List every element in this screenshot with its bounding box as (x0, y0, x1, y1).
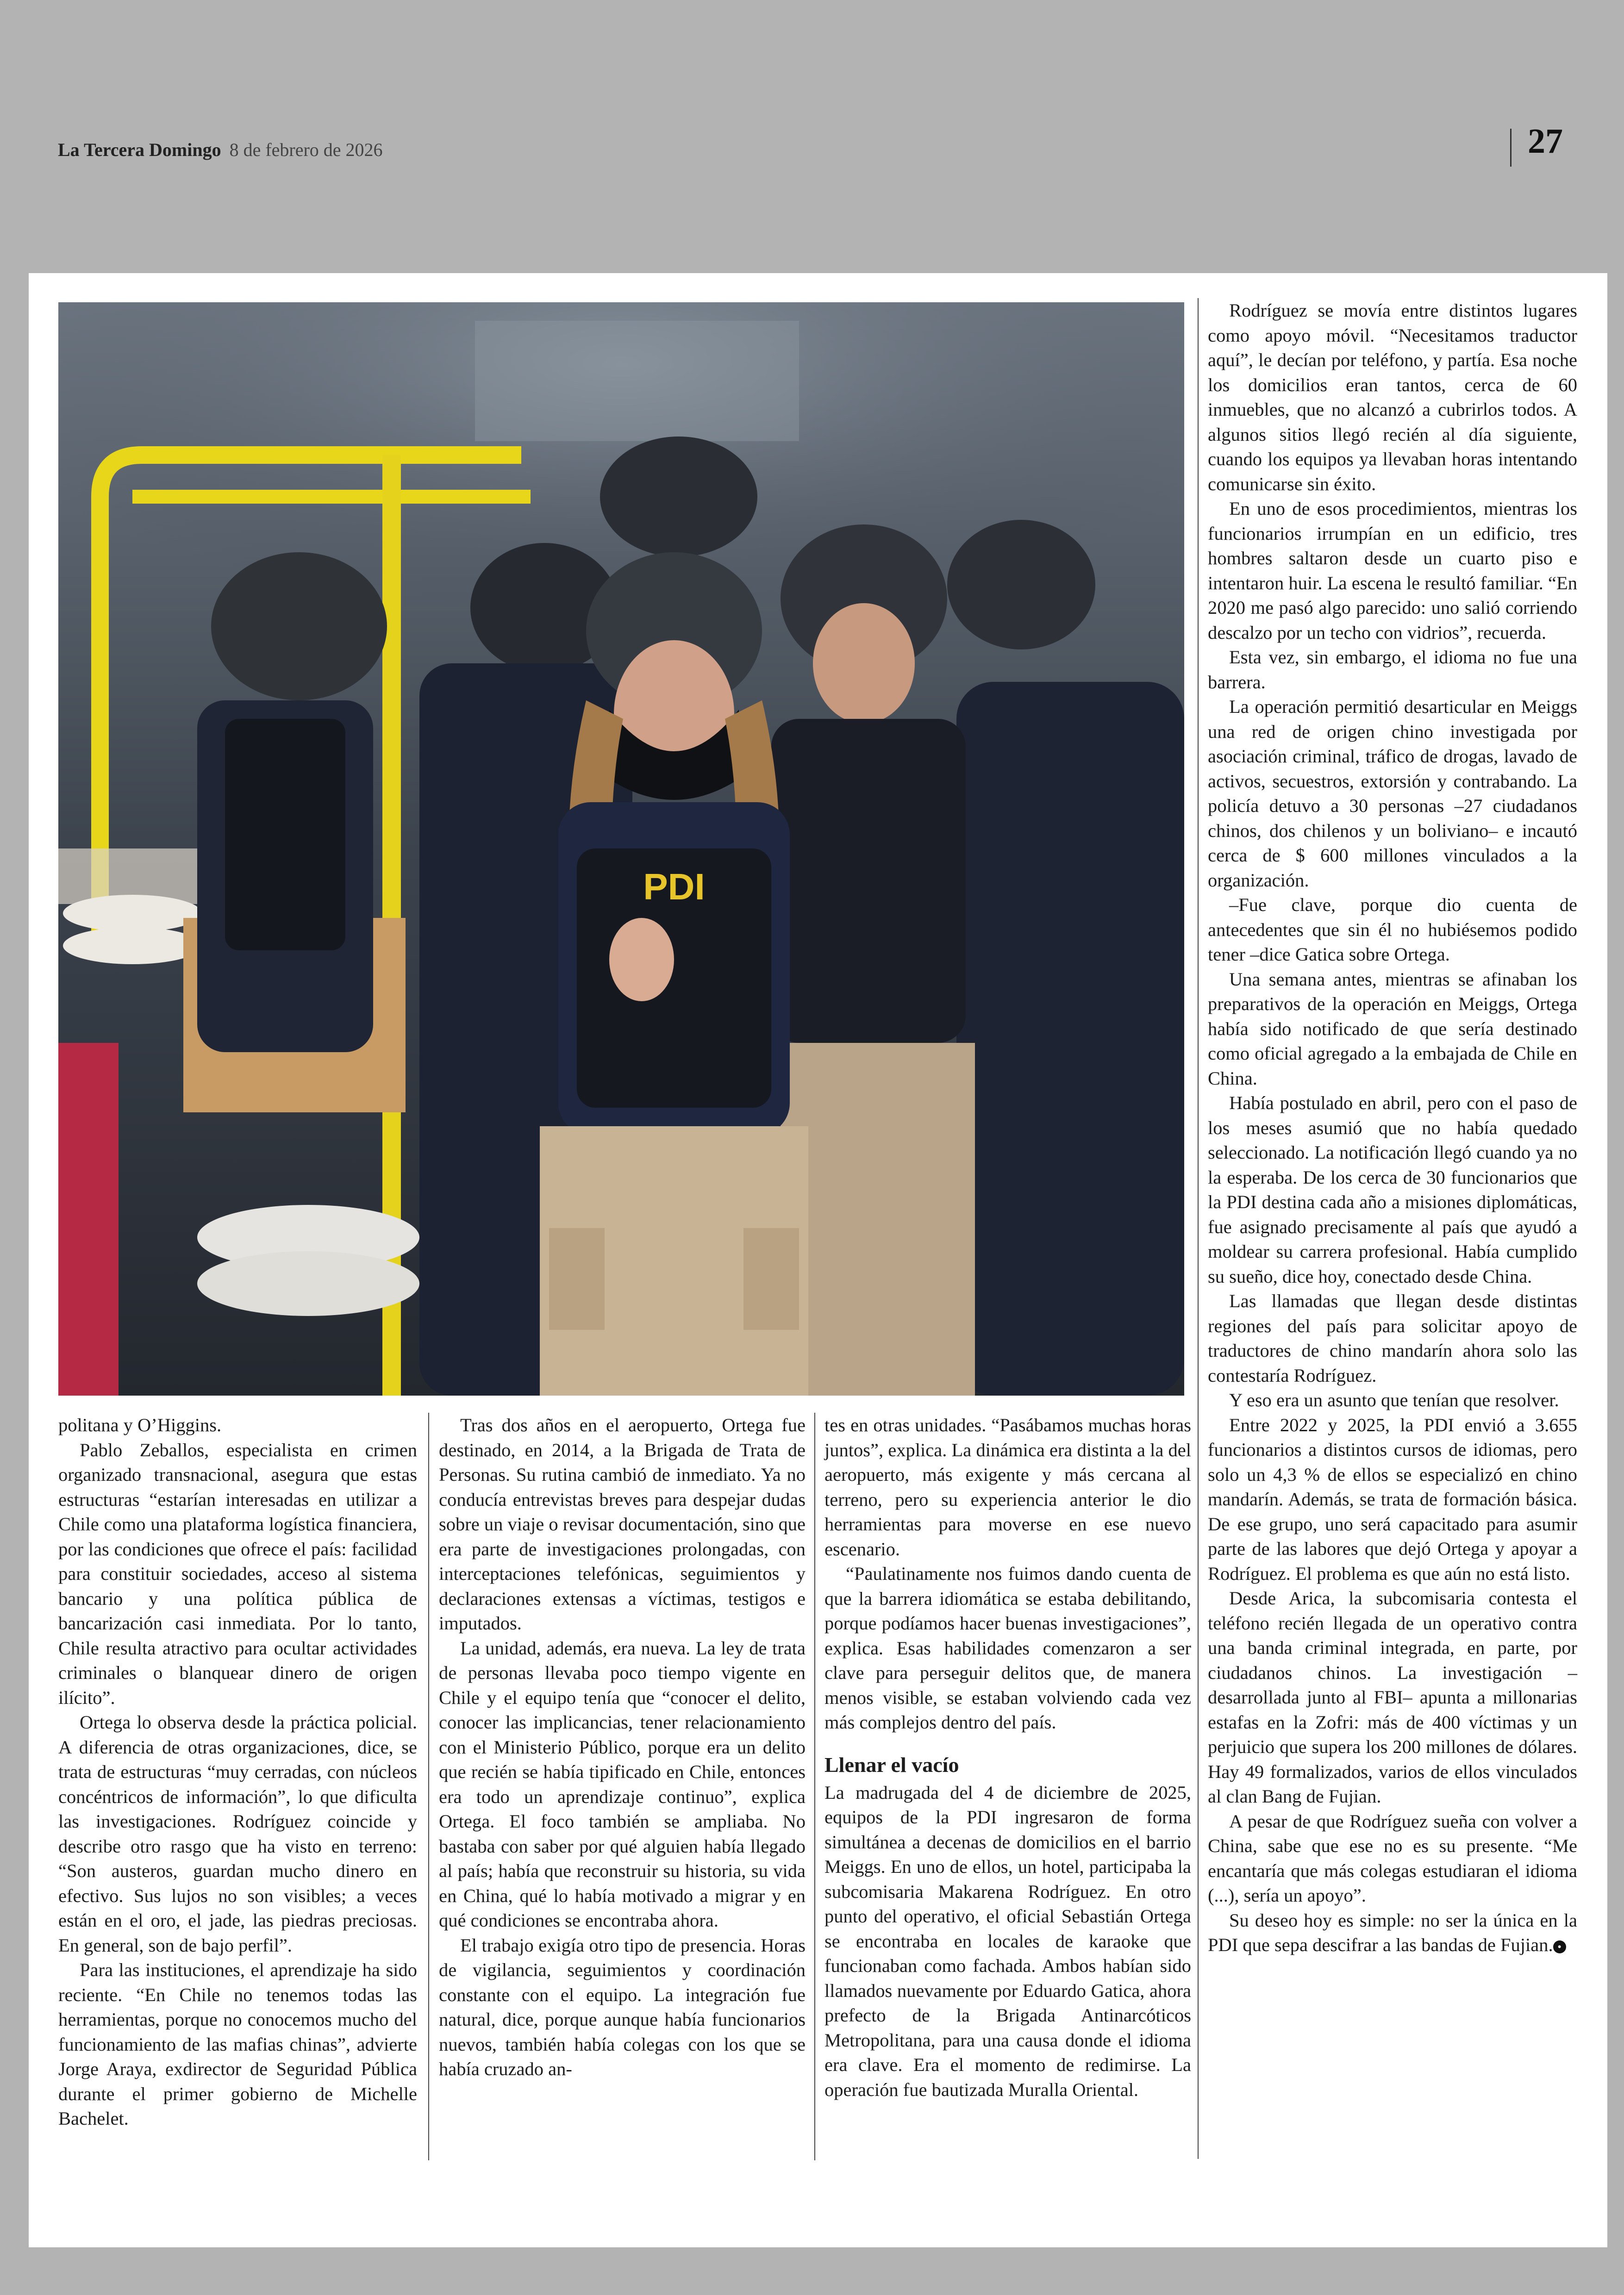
page-number: 27 (1528, 122, 1563, 161)
paragraph: “Paulatinamente nos fuimos dando cuenta de que la barrera idiomática se estaba debilitando, porque podíamos hacer buenas investigaciones”, explica. Esas habilidades comenzaron a ser clave para perseguir delitos que, de manera menos visible, se estaban volviendo cada vez más complejos dentro del país. (824, 1563, 1191, 1733)
paragraph: Y eso era un asunto que tenían que resolver. (1229, 1390, 1559, 1410)
publication-name: La Tercera Domingo (58, 139, 221, 160)
article-photo (58, 302, 1184, 1396)
paragraph: Para las instituciones, el aprendizaje ha sido reciente. “En Chile no tenemos todas las herramientas, porque no conocemos mucho del funcionamiento de las mafias chinas”, advierte Jorge Araya, exdirector de Seguridad Pública durante el primer gobierno de Michelle Bachelet. (58, 1959, 417, 2129)
paragraph: En uno de esos procedimientos, mientras los funcionarios irrumpían en un edificio, tres hombres saltaron desde un cuarto piso e intentaron huir. La escena le resultó familiar. “En 2020 me pasó algo parecido: uno salió corriendo descalzo por un techo con vidrios”, recuerda. (1208, 498, 1577, 643)
header-divider (1510, 129, 1512, 167)
paragraph: El trabajo exigía otro tipo de presencia. Horas de vigilancia, seguimientos y coordinación constante con el equipo. La integración fue natural, dice, porque aunque había funcionarios nuevos, también había colegas con los que se había cruzado an- (439, 1934, 806, 2079)
vest-text: PDI (643, 866, 705, 907)
article-column-4 (1208, 298, 1577, 1958)
photo-illustration (58, 302, 1184, 1396)
paragraph-final (1208, 1908, 1577, 1958)
paragraph: Tras dos años en el aeropuerto, Ortega fue destinado, en 2014, a la Brigada de Trata de Personas. Su rutina cambió de inmediato. Ya no conducía entrevistas breves para despejar dudas sobre un viaje o revisar documentación, sino que era parte de investigaciones prolongadas, con interceptaciones telefónicas, seguimientos y declaraciones extensas a víctimas, testigos e imputados. (439, 1415, 806, 1634)
paragraph: Una semana antes, mientras se afinaban los preparativos de la operación en Meiggs, Ortega había sido notificado de que sería destinado como oficial agregado a la embajada de Chile en China. (1208, 968, 1577, 1089)
page-header (0, 0, 1624, 273)
paragraph: politana y O’Higgins. (58, 1415, 222, 1435)
paragraph: La operación permitió desarticular en Meiggs una red de origen chino investigada por asociación criminal, tráfico de drogas, lavado de activos, secuestros, extorsión y contrabando. La policía detuvo a 30 personas –27 ciudadanos chinos, dos chilenos y un boliviano– e incautó cerca de $ 600 millones vinculados a la organización. (1208, 696, 1577, 891)
paragraph: Pablo Zeballos, especialista en crimen organizado transnacional, asegura que estas estructuras “estarían interesadas en utilizar a Chile como una plataforma logística financiera, por las condiciones que ofrece el país: facilidad para constituir sociedades, acceso al sistema bancario y una política pública de bancarización casi inmediata. Por lo tanto, Chile resulta atractivo para ocultar actividades criminales o blanquear dinero de origen ilícito”. (58, 1439, 417, 1708)
paragraph: A pesar de que Rodríguez sueña con volver a China, sabe que ese no es su presente. “Me encantaría que más colegas estudiaran el idioma (...), sería un apoyo”. (1208, 1810, 1577, 1906)
masthead (58, 139, 383, 161)
paragraph: La unidad, además, era nueva. La ley de trata de personas llevaba poco tiempo vigente en Chile y el equipo tenía que “conocer el delito, conocer las implicancias, tener relacionamiento con el Ministerio Público, porque era un delito que recién se había tipificado en Chile, entonces era todo un aprendizaje continuo”, explica Ortega. El foco también se ampliaba. No bastaba con saber por qué alguien había llegado al país; había que reconstruir su historia, su vida en China, qué lo había motivado a migrar y en qué condiciones se encontraba ahora. (439, 1637, 806, 1931)
paragraph: Las llamadas que llegan desde distintas regiones del país para solicitar apoyo de traductores de chino mandarín ahora solo las contestaría Rodríguez. (1208, 1291, 1577, 1386)
section-heading: Llenar el vacío (824, 1752, 959, 1777)
article-column-1 (58, 1413, 417, 2131)
page-sheet (29, 273, 1607, 2247)
paragraph: tes en otras unidades. “Pasábamos muchas horas juntos”, explica. La dinámica era distinta a la del aeropuerto, más exigente y más cercana al terreno, pero su experiencia anterior le dio herramientas para moverse en ese nuevo escenario. (824, 1415, 1191, 1559)
publication-date: 8 de febrero de 2026 (229, 139, 383, 160)
paragraph: Desde Arica, la subcomisaria contesta el teléfono recién llegada de un operativo contra una banda criminal integrada, en parte, por ciudadanos chinos. La investigación –desarrollada junto al FBI– apunta a millonarias estafas en la Zofri: más de 400 víctimas y un perjuicio que supera los 200 millones de dólares. Hay 49 formalizados, varios de ellos vinculados al clan Bang de Fujian. (1208, 1588, 1577, 1807)
final-paragraph-text: Su deseo hoy es simple: no ser la única en la PDI que sepa descifrar a las bandas de Fujian. (1208, 1909, 1577, 1955)
paragraph: Esta vez, sin embargo, el idioma no fue una barrera. (1208, 647, 1577, 692)
article-column-3 (824, 1413, 1191, 2102)
paragraph: Rodríguez se movía entre distintos lugares como apoyo móvil. “Necesitamos traductor aquí”, le decían por teléfono, y partía. Esa noche los domicilios eran tantos, cerca de 60 inmuebles, que no alcanzó a cubrirlos todos. A algunos sitios llegó recién al día siguiente, cuando los equipos ya llevaban horas intentando comunicarse sin éxito. (1208, 300, 1577, 494)
paragraph: –Fue clave, porque dio cuenta de antecedentes que sin él no hubiésemos podido tener –dice Gatica sobre Ortega. (1208, 894, 1577, 965)
article-end-icon: • (1553, 1940, 1566, 1953)
column-rule-1 (428, 1413, 429, 2160)
article-column-2 (439, 1413, 806, 2082)
paragraph: Había postulado en abril, pero con el paso de los meses asumió que no había quedado seleccionado. La notificación llegó cuando ya no la esperaba. De los cerca de 30 funcionarios que la PDI destina cada año a misiones diplomáticas, fue asignado precisamente al país que ayudó a moldear su carrera profesional. Había cumplido su sueño, dice hoy, conectado desde China. (1208, 1092, 1577, 1287)
paragraph: Ortega lo observa desde la práctica policial. A diferencia de otras organizaciones, dice, se trata de estructuras “muy cerradas, con núcleos concéntricos de información”, lo que dificulta las investigaciones. Rodríguez coincide y describe otro rasgo que ha visto en terreno: “Son austeros, guardan mucho dinero en efectivo. Sus lujos no son visibles; a veces están en el oro, el jade, las piedras preciosas. En general, son de bajo perfil”. (58, 1712, 417, 1956)
paragraph: Entre 2022 y 2025, la PDI envió a 3.655 funcionarios a distintos cursos de idiomas, pero solo un 4,3 % de ellos se especializó en chino mandarín. Además, se trata de formación básica. De ese grupo, uno será capacitado para asumir parte de las labores que dejó Ortega y apoyar a Rodríguez. El problema es que aún no está listo. (1208, 1414, 1577, 1584)
column-rule-3 (1198, 298, 1199, 2159)
paragraph: La madrugada del 4 de diciembre de 2025, equipos de la PDI ingresaron de forma simultánea a decenas de domicilios en el barrio Meiggs. En uno de ellos, un hotel, participaba la subcomisaria Makarena Rodríguez. En otro punto del operativo, el oficial Sebastián Ortega se encontraba en locales de karaoke que funcionaban como fachada. Ambos habían sido llamados nuevamente por Eduardo Gatica, ahora prefecto de la Brigada Antinarcóticos Metropolitana, para una causa donde el idioma era clave. Era el momento de redimirse. La operación fue bautizada Muralla Oriental. (824, 1782, 1191, 2100)
column-rule-2 (814, 1413, 815, 2160)
